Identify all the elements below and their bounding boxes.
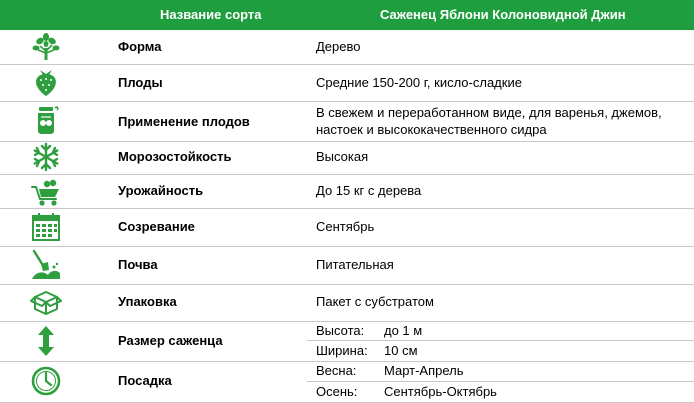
- shovel-soil-icon: [30, 249, 62, 281]
- tree-icon: [30, 31, 62, 63]
- table-row-urozhai: [0, 174, 694, 209]
- autumn-label: Осень:: [316, 384, 358, 399]
- row-label: Созревание: [118, 219, 195, 234]
- jam-jar-icon: [30, 104, 62, 136]
- row-value: Средние 150-200 г, кисло-сладкие: [316, 75, 522, 90]
- row-value: До 15 кг с дерева: [316, 183, 422, 198]
- subrow-divider: [307, 381, 694, 382]
- height-label: Высота:: [316, 323, 365, 338]
- table-row-pochva: [0, 246, 694, 285]
- header-col-product: Саженец Яблони Колоновидной Джин: [380, 7, 626, 22]
- table-row-razmer: [0, 321, 694, 362]
- subrow-divider: [307, 340, 694, 341]
- row-label: Размер саженца: [118, 333, 223, 348]
- row-label: Плоды: [118, 75, 163, 90]
- row-label: Применение плодов: [118, 114, 250, 129]
- row-value: Дерево: [316, 39, 361, 54]
- row-label: Урожайность: [118, 183, 204, 198]
- width-value: 10 см: [384, 343, 418, 358]
- table-header: [0, 0, 694, 30]
- autumn-value: Сентябрь-Октябрь: [384, 384, 497, 399]
- row-value-line2: настоек и высококачественного сидра: [316, 122, 547, 137]
- width-label: Ширина:: [316, 343, 368, 358]
- height-value: до 1 м: [384, 323, 423, 338]
- table-row-plody: [0, 64, 694, 102]
- row-value: Сентябрь: [316, 219, 375, 234]
- table-row-primenenie: [0, 101, 694, 142]
- wheelbarrow-icon: [30, 175, 62, 207]
- spring-label: Весна:: [316, 363, 357, 378]
- row-label: Упаковка: [118, 294, 177, 309]
- row-label: Почва: [118, 257, 158, 272]
- row-label: Морозостойкость: [118, 149, 232, 164]
- box-icon: [30, 286, 62, 318]
- strawberry-icon: [30, 66, 62, 98]
- spring-value: Март-Апрель: [384, 363, 464, 378]
- vertical-arrows-icon: [30, 325, 62, 357]
- table-row-moroz: [0, 141, 694, 175]
- snowflake-icon: [30, 141, 62, 173]
- row-value-line1: В свежем и переработанном виде, для варенья, джемов,: [316, 105, 662, 120]
- clock-icon: [30, 365, 62, 397]
- table-row-posadka: [0, 361, 694, 403]
- table-row-forma: [0, 30, 694, 65]
- header-col-variety: Название сорта: [160, 7, 262, 22]
- row-value: Высокая: [316, 149, 369, 164]
- table-row-upakovka: [0, 284, 694, 322]
- calendar-icon: [30, 211, 62, 243]
- row-value: Питательная: [316, 257, 394, 272]
- row-label: Посадка: [118, 373, 172, 388]
- row-value: Пакет с субстратом: [316, 294, 434, 309]
- row-label: Форма: [118, 39, 162, 54]
- table-row-sozrevanie: [0, 208, 694, 247]
